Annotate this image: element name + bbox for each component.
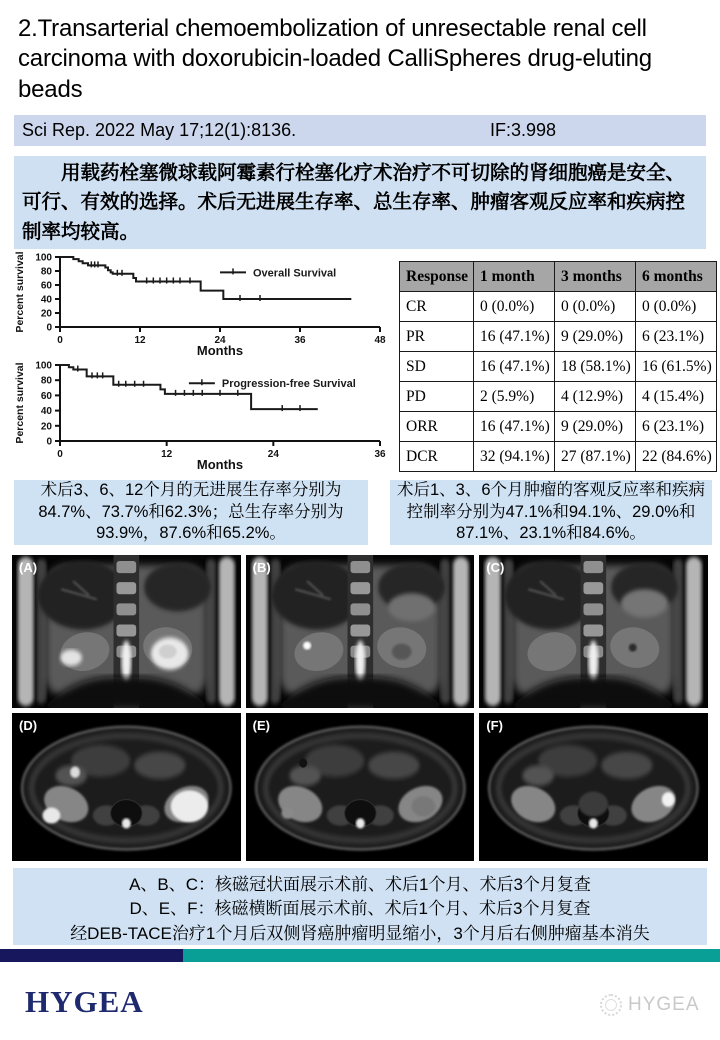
mri-label-f: (F) <box>486 718 503 733</box>
cell: 9 (29.0%) <box>555 412 636 442</box>
cell: 2 (5.9%) <box>474 382 555 412</box>
mri-coronal-pre <box>12 555 241 708</box>
table-row <box>400 442 717 472</box>
svg-text:60: 60 <box>40 280 52 292</box>
mri-label-a: (A) <box>19 560 38 575</box>
survival-findings-text: 术后3、6、12个月的无进展生存率分别为84.7%、73.7%和62.3%；总生存率分别为93.9%，87.6%和65.2%。 <box>38 480 344 543</box>
cell: 4 (15.4%) <box>636 382 717 412</box>
svg-text:0: 0 <box>57 449 63 460</box>
header-1-month: 1 month <box>474 262 555 292</box>
hygea-watermark <box>600 994 700 1016</box>
cell: 32 (94.1%) <box>474 442 555 472</box>
header-6-months: 6 months <box>636 262 717 292</box>
svg-text:24: 24 <box>214 335 226 346</box>
svg-text:36: 36 <box>374 449 386 460</box>
svg-text:0: 0 <box>57 335 63 346</box>
mri-image-f <box>479 713 708 861</box>
mri-image-a <box>12 555 241 708</box>
svg-text:100: 100 <box>35 252 52 264</box>
mri-caption-box <box>13 868 707 945</box>
svg-text:40: 40 <box>40 406 52 418</box>
svg-text:60: 60 <box>40 390 52 402</box>
cell: 22 (84.6%) <box>636 442 717 472</box>
svg-text:Percent survival: Percent survival <box>14 251 26 333</box>
mri-axial-3-months <box>479 713 708 861</box>
mri-label-e: (E) <box>252 718 270 733</box>
cell: 6 (23.1%) <box>636 412 717 442</box>
header-3-months: 3 months <box>555 262 636 292</box>
overall-survival-chart <box>12 250 392 358</box>
svg-text:20: 20 <box>40 308 52 320</box>
cell: 6 (23.1%) <box>636 322 717 352</box>
table-row <box>400 352 717 382</box>
cell: 4 (12.9%) <box>555 382 636 412</box>
mri-coronal-1-month <box>246 555 475 708</box>
cell: 18 (58.1%) <box>555 352 636 382</box>
response-table <box>399 261 717 472</box>
svg-text:Overall Survival: Overall Survival <box>253 267 337 280</box>
row-label: PD <box>400 382 474 412</box>
svg-text:12: 12 <box>134 335 146 346</box>
mri-label-d: (D) <box>19 718 38 733</box>
row-label: CR <box>400 292 474 322</box>
svg-text:48: 48 <box>374 335 386 346</box>
table-row <box>400 322 717 352</box>
summary-box <box>14 156 706 249</box>
header-response: Response <box>400 262 474 292</box>
table-row <box>400 382 717 412</box>
svg-text:36: 36 <box>294 335 306 346</box>
svg-text:Months: Months <box>196 343 244 358</box>
footer-bar-navy <box>0 949 183 962</box>
cell: 9 (29.0%) <box>555 322 636 352</box>
mri-label-c: (C) <box>486 560 505 575</box>
cell: 27 (87.1%) <box>555 442 636 472</box>
mri-image-e <box>246 713 475 861</box>
hygea-emblem-icon <box>600 994 622 1016</box>
row-label: SD <box>400 352 474 382</box>
cell: 0 (0.0%) <box>474 292 555 322</box>
progression-free-survival-chart <box>12 358 392 472</box>
svg-text:Months: Months <box>196 457 244 472</box>
caption-line-2: D、E、F：核磁横断面展示术前、术后1个月、术后3个月复查 <box>129 899 591 919</box>
response-findings-box <box>390 480 712 545</box>
mri-axial-1-month <box>246 713 475 861</box>
mri-coronal-3-months <box>479 555 708 708</box>
cell: 16 (47.1%) <box>474 412 555 442</box>
caption-line-3: 经DEB-TACE治疗1个月后双侧肾癌肿瘤明显缩小，3个月后右侧肿瘤基本消失 <box>70 923 650 943</box>
mri-label-b: (B) <box>252 560 271 575</box>
table-row <box>400 412 717 442</box>
svg-text:80: 80 <box>40 375 52 387</box>
svg-text:Percent survival: Percent survival <box>14 362 26 444</box>
svg-text:40: 40 <box>40 294 52 306</box>
watermark-text: HYGEA <box>628 994 700 1015</box>
cell: 16 (47.1%) <box>474 322 555 352</box>
svg-text:12: 12 <box>161 449 173 460</box>
mri-figure-panel <box>12 555 708 861</box>
impact-factor: IF:3.998 <box>490 120 557 140</box>
row-label: ORR <box>400 412 474 442</box>
cell: 16 (61.5%) <box>636 352 717 382</box>
svg-text:24: 24 <box>267 449 279 460</box>
table-row <box>400 292 717 322</box>
hygea-logo: HYGEA <box>25 984 144 1019</box>
summary-text: 用载药栓塞微球载阿霉素行栓塞化疗术治疗不可切除的肾细胞癌是安全、可行、有效的选择。术后无进展生存率、总生存率、肿瘤客观反应率和疾病控制率均较高。 <box>22 162 686 243</box>
survival-findings-box <box>14 480 368 545</box>
footer-bar-teal <box>183 949 720 962</box>
svg-text:0: 0 <box>46 436 52 448</box>
svg-text:100: 100 <box>35 360 52 372</box>
response-findings-text: 术后1、3、6个月肿瘤的客观反应率和疾病控制率分别为47.1%和94.1%、29.0%和87.1%、23.1%和84.6%。 <box>396 480 706 543</box>
mri-image-b <box>246 555 475 708</box>
mri-image-c <box>479 555 708 708</box>
mri-image-d <box>12 713 241 861</box>
caption-line-1: A、B、C：核磁冠状面展示术前、术后1个月、术后3个月复查 <box>129 875 591 894</box>
svg-text:Progression-free Survival: Progression-free Survival <box>221 378 356 391</box>
table-header-row <box>400 262 717 292</box>
cell: 0 (0.0%) <box>555 292 636 322</box>
row-label: PR <box>400 322 474 352</box>
cell: 0 (0.0%) <box>636 292 717 322</box>
svg-text:0: 0 <box>46 322 52 334</box>
citation-text: Sci Rep. 2022 May 17;12(1):8136. <box>22 120 297 140</box>
svg-text:20: 20 <box>40 421 52 433</box>
svg-text:80: 80 <box>40 266 52 278</box>
cell: 16 (47.1%) <box>474 352 555 382</box>
row-label: DCR <box>400 442 474 472</box>
citation-bar <box>14 115 706 146</box>
slide-title: 2.Transarterial chemoembolization of unresectable renal cell carcinoma with doxorubicin-loaded CalliSpheres drug-eluting beads <box>18 15 652 103</box>
mri-axial-pre <box>12 713 241 861</box>
